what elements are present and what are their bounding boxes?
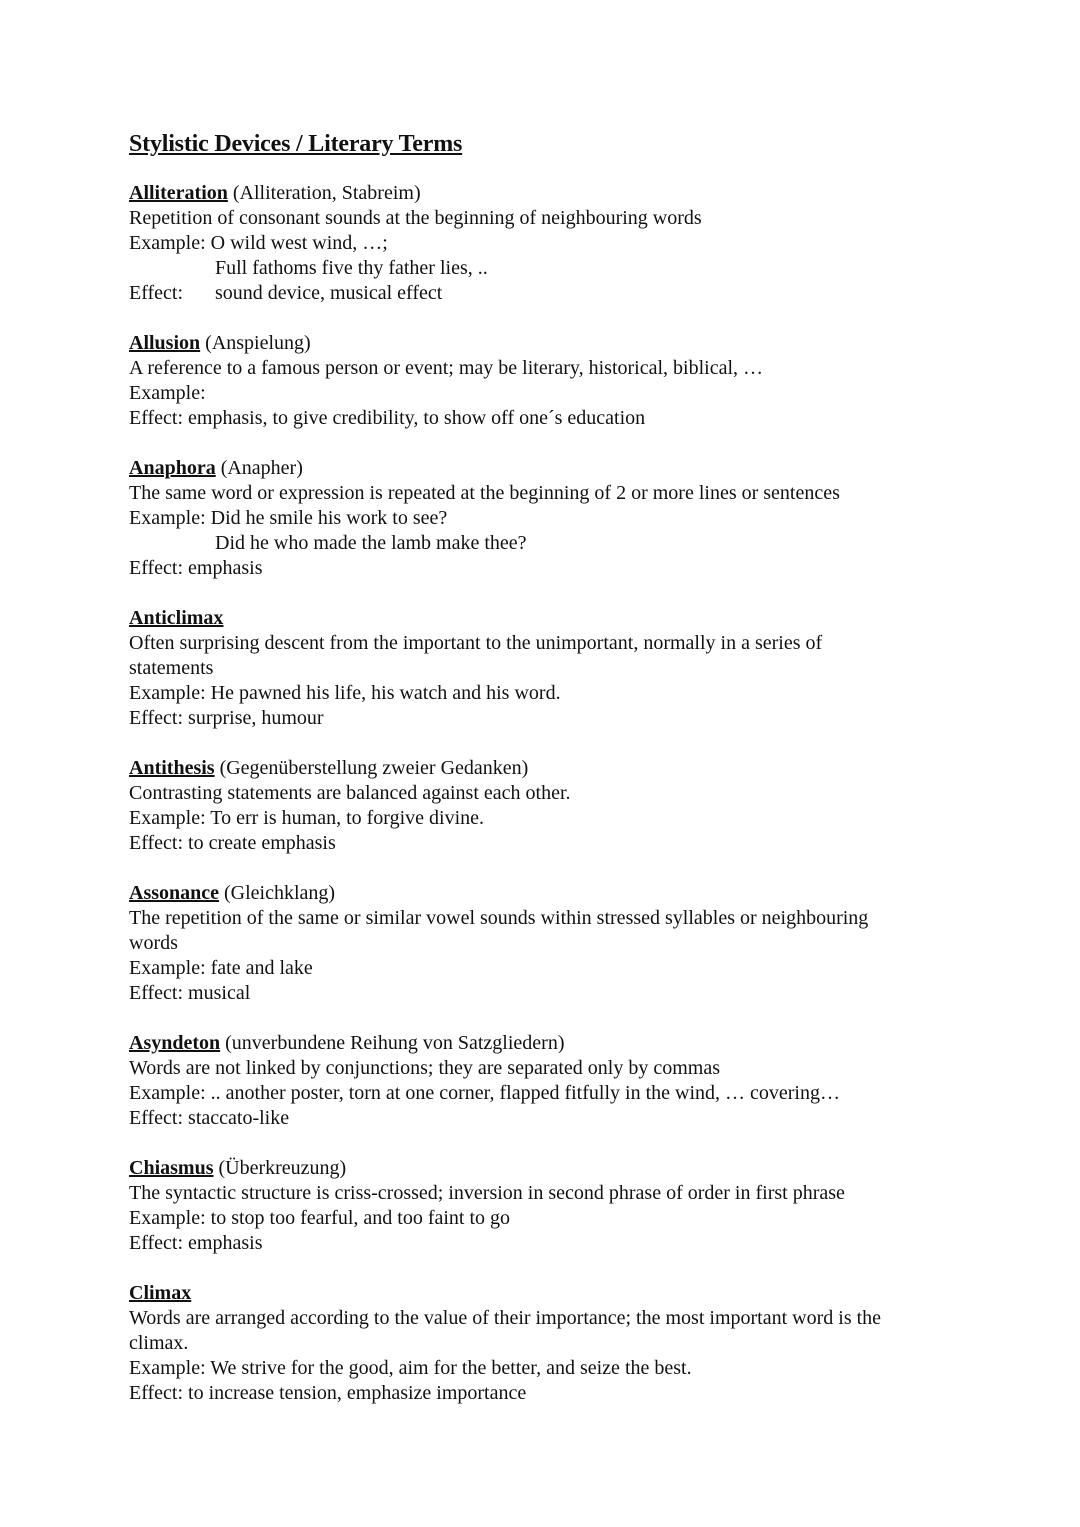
term-gloss: (Anspielung) (200, 332, 311, 354)
term-heading: Antithesis (129, 757, 215, 779)
term-gloss: (Gleichklang) (219, 882, 336, 904)
entry-anaphora (129, 456, 1009, 581)
term-heading: Anaphora (129, 457, 216, 479)
term-heading: Anticlimax (129, 607, 224, 629)
document-title: Stylistic Devices / Literary Terms (129, 131, 463, 157)
term-example: Example: Did he smile his work to see? (129, 507, 448, 529)
entry-assonance (129, 881, 1009, 1006)
entry-antithesis (129, 756, 1009, 856)
term-example: Example: O wild west wind, …; (129, 232, 388, 254)
term-gloss: (Anapher) (215, 457, 303, 479)
term-definition: Often surprising descent from the important to the unimportant, normally in a series of (129, 632, 823, 654)
entry-alliteration (129, 181, 1009, 306)
term-definition: Contrasting statements are balanced against each other. (129, 782, 571, 804)
effect-value: sound device, musical effect (215, 282, 443, 304)
term-heading: Assonance (129, 882, 220, 904)
term-example: Example: to stop too fearful, and too faint to go (129, 1207, 511, 1229)
term-heading: Allusion (129, 332, 201, 354)
term-definition-continued: words (129, 932, 178, 954)
term-definition: Repetition of consonant sounds at the beginning of neighbouring words (129, 207, 702, 229)
term-effect: Effect: staccato-like (129, 1107, 290, 1129)
term-heading: Chiasmus (129, 1157, 214, 1179)
term-heading: Asyndeton (129, 1032, 221, 1054)
effect-label: Effect: (129, 282, 184, 304)
term-effect: Effect: surprise, humour (129, 707, 324, 729)
term-example: Example: To err is human, to forgive divine. (129, 807, 485, 829)
term-definition: Words are not linked by conjunctions; they are separated only by commas (129, 1057, 721, 1079)
term-gloss: (Alliteration, Stabreim) (227, 182, 421, 204)
term-example-continued: Did he who made the lamb make thee? (215, 532, 527, 554)
term-example: Example: .. another poster, torn at one corner, flapped fitfully in the wind, … covering… (129, 1082, 840, 1104)
term-gloss: (Gegenüberstellung zweier Gedanken) (214, 757, 529, 779)
term-example: Example: He pawned his life, his watch and his word. (129, 682, 561, 704)
term-effect: Effect: to create emphasis (129, 832, 336, 854)
term-definition: The repetition of the same or similar vowel sounds within stressed syllables or neighbouring (129, 907, 869, 929)
term-effect: Effect: emphasis (129, 1232, 263, 1254)
term-definition: A reference to a famous person or event; may be literary, historical, biblical, … (129, 357, 764, 379)
entry-asyndeton (129, 1031, 1009, 1131)
term-example: Example: fate and lake (129, 957, 313, 979)
entry-climax (129, 1281, 1009, 1406)
term-definition: The syntactic structure is criss-crossed; inversion in second phrase of order in first phrase (129, 1182, 845, 1204)
term-effect: Effect: musical (129, 982, 251, 1004)
term-example: Example: (129, 382, 206, 404)
entry-allusion (129, 331, 1009, 431)
entry-chiasmus (129, 1156, 1009, 1256)
term-effect: Effect: emphasis (129, 557, 263, 579)
term-definition: The same word or expression is repeated at the beginning of 2 or more lines or sentences (129, 482, 840, 504)
term-example-continued: Full fathoms five thy father lies, .. (215, 257, 488, 279)
term-definition-continued: statements (129, 657, 214, 679)
term-definition-continued: climax. (129, 1332, 189, 1354)
document-page (129, 128, 1009, 1431)
entry-anticlimax (129, 606, 1009, 731)
term-definition: Words are arranged according to the value of their importance; the most important word is the (129, 1307, 882, 1329)
term-heading: Alliteration (129, 182, 228, 204)
term-gloss: (unverbundene Reihung von Satzgliedern) (220, 1032, 565, 1054)
term-effect: Effect: emphasis, to give credibility, to show off one´s education (129, 407, 646, 429)
term-heading: Climax (129, 1282, 192, 1304)
term-effect: Effect: to increase tension, emphasize importance (129, 1382, 527, 1404)
term-effect (129, 281, 1009, 306)
term-example: Example: We strive for the good, aim for the better, and seize the best. (129, 1357, 692, 1379)
term-gloss: (Überkreuzung) (213, 1157, 347, 1179)
